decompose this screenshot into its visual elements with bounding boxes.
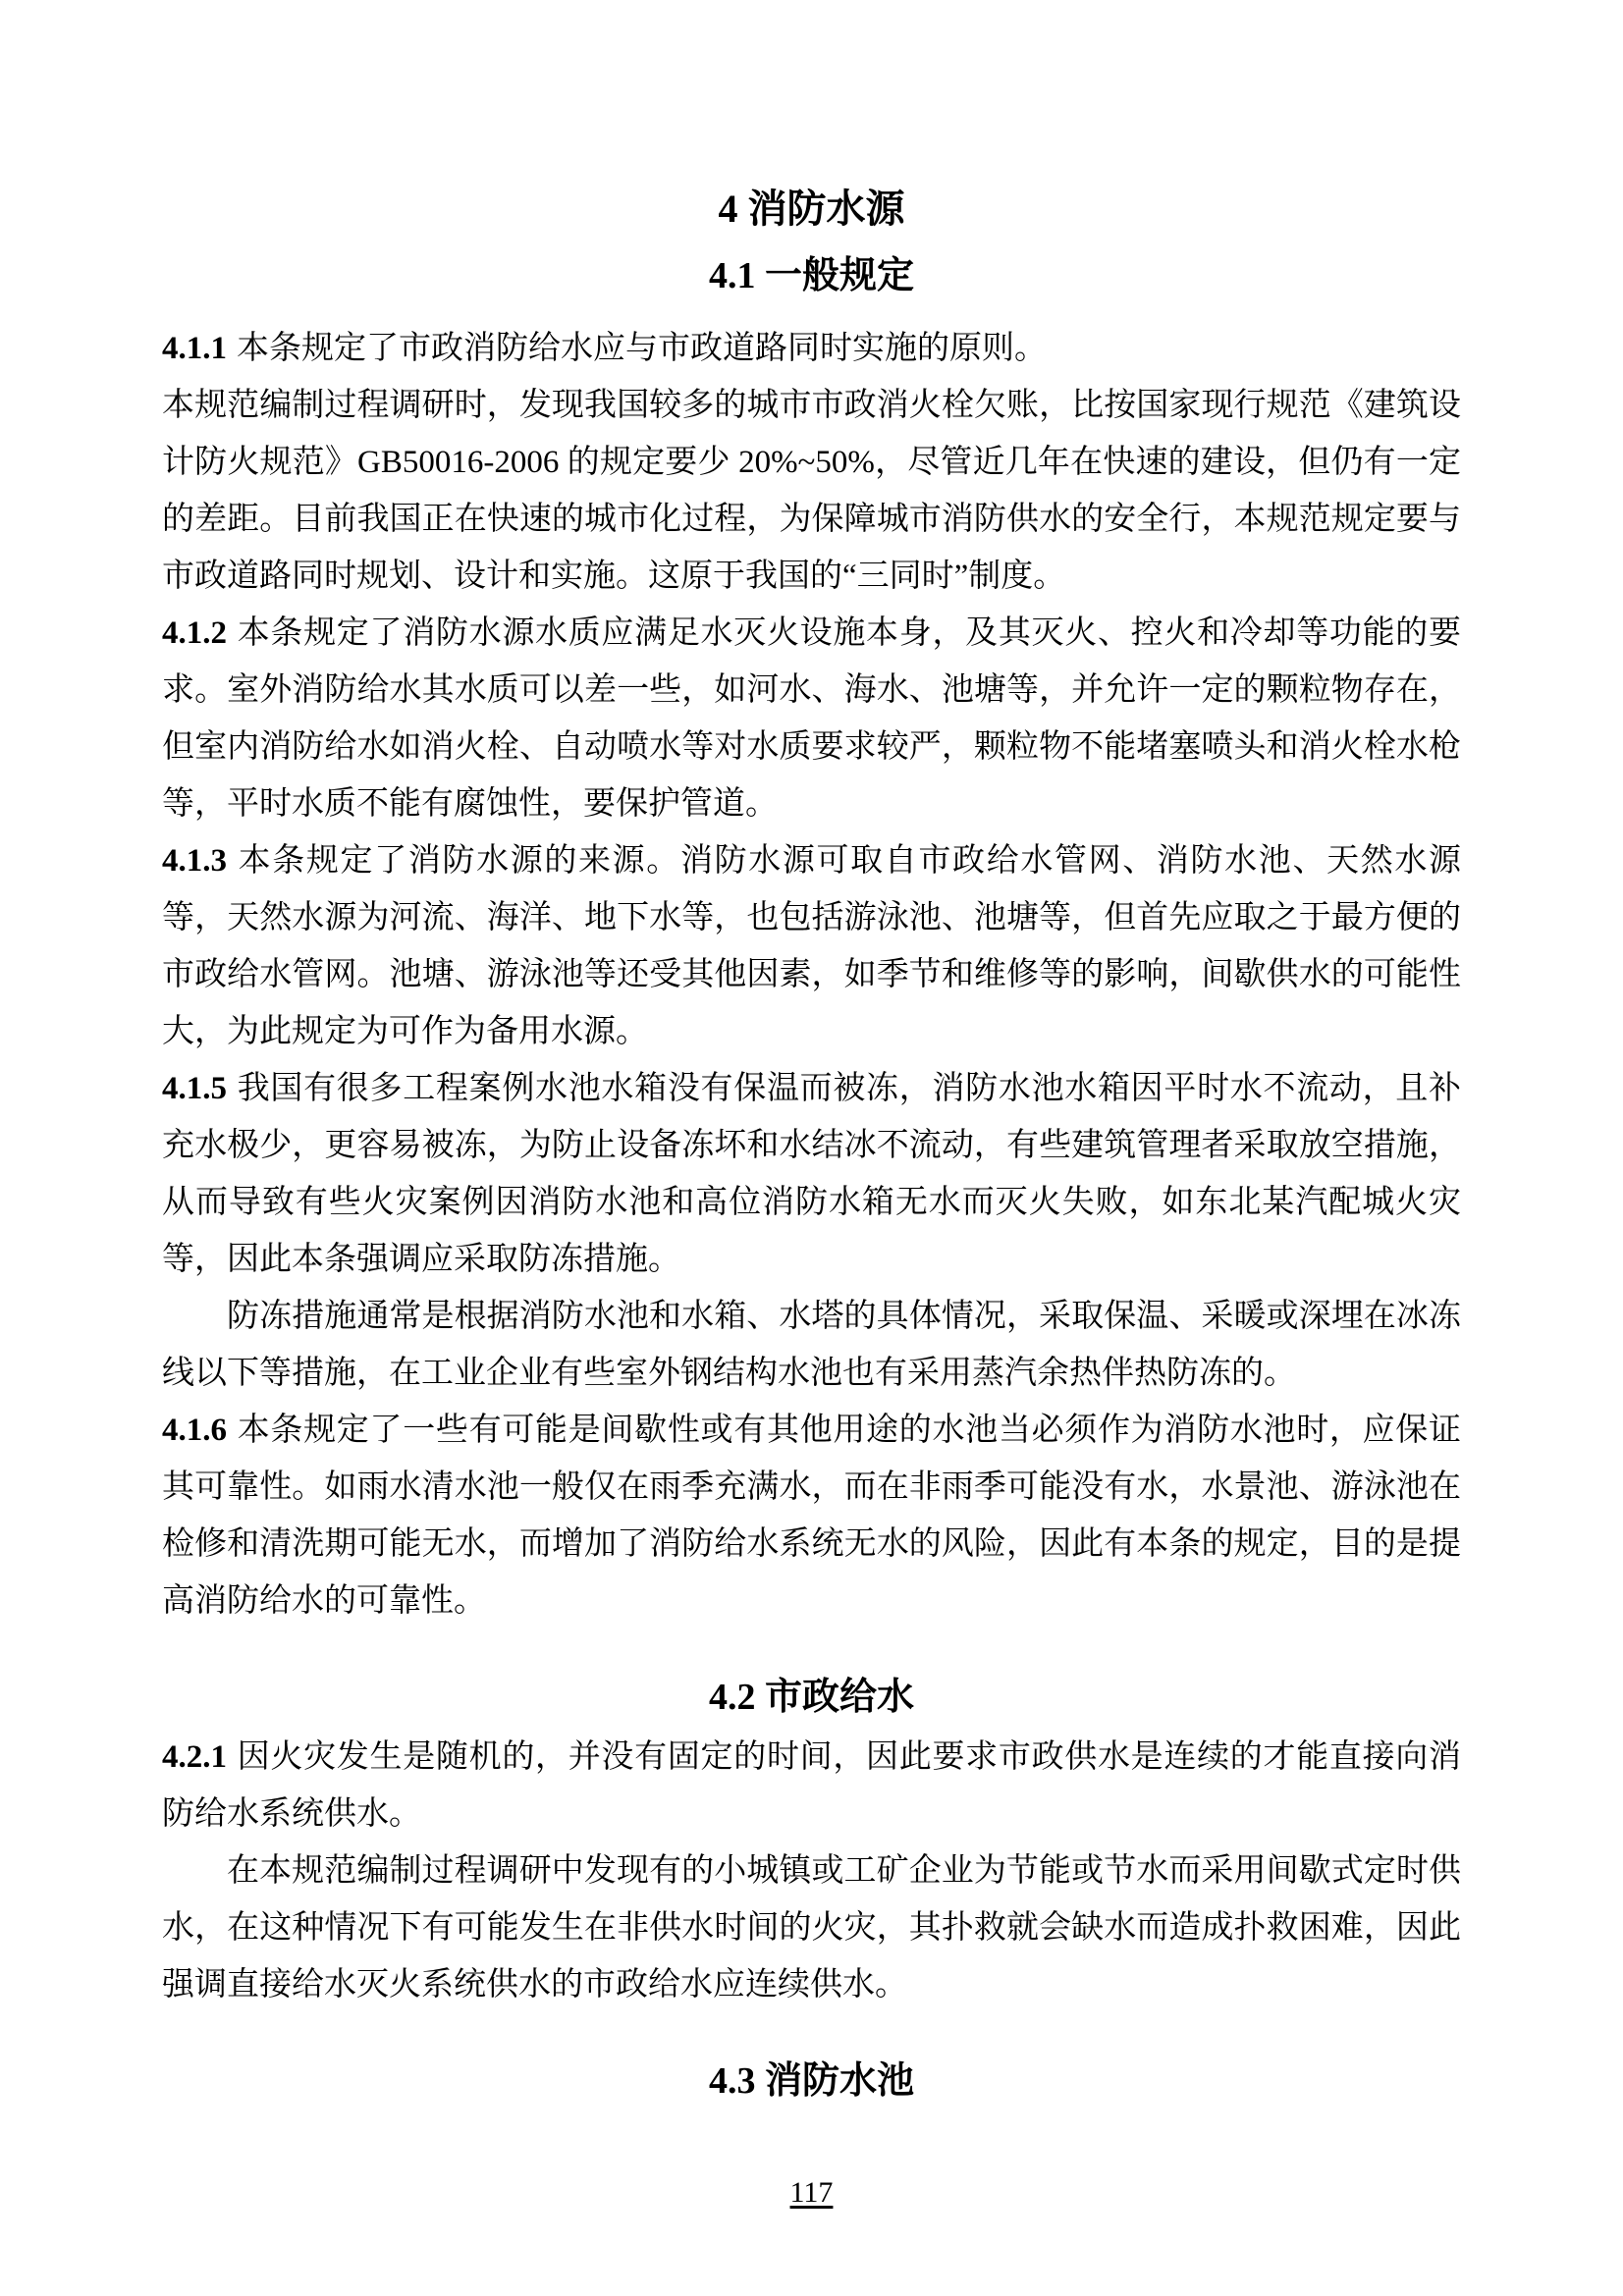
clause-4-1-1-continuation [162, 377, 1461, 605]
section-title-4-3: 4.3 消防水池 [708, 2060, 914, 2102]
clause-4-1-2 [162, 605, 1461, 832]
clause-text: 防冻措施通常是根据消防水池和水箱、水塔的具体情况，采取保温、采暖或深埋在冰冻线以下等措施，在工业企业有些室外钢结构水池也有采用蒸汽余热伴热防冻的。 [162, 1298, 1461, 1391]
clause-4-1-6 [162, 1402, 1461, 1629]
clause-text: 本条规定了消防水源水质应满足水灭火设施本身，及其灭火、控火和冷却等功能的要求。室外消防给水其水质可以差一些，如河水、海水、池塘等，并允许一定的颗粒物存在，但室内消防给水如消火栓、自动喷水等对水质要求较严，颗粒物不能堵塞喷头和消火栓水枪等，平时水质不能有腐蚀性，要保护管道。 [162, 614, 1461, 822]
clause-text: 本条规定了市政消防给水应与市政道路同时实施的原则。 [237, 330, 1047, 366]
section-title-4-2: 4.2 市政给水 [708, 1676, 914, 1718]
clause-4-1-1 [162, 320, 1461, 377]
clause-number: 4.1.2 [162, 614, 227, 651]
clause-4-2-1-continuation [162, 1842, 1461, 2013]
section-title-4-1: 4.1 一般规定 [708, 255, 914, 296]
clause-text: 因火灾发生是随机的，并没有固定的时间，因此要求市政供水是连续的才能直接向消防给水系统供水。 [162, 1739, 1461, 1832]
clause-number: 4.2.1 [162, 1739, 227, 1775]
clause-number: 4.1.6 [162, 1412, 227, 1448]
clause-text: 本规范编制过程调研时，发现我国较多的城市市政消火栓欠账，比按国家现行规范《建筑设计防火规范》GB50016-2006 的规定要少 20%~50%，尽管近几年在快速的建设，但仍有一定的差距。目前我国正在快速的城市化过程，为保障城市消防供水的安全行，本规范规定要与市政道路同时规划、设计和实施。这原于我国的“三同时”制度。 [162, 387, 1461, 594]
chapter-title: 4 消防水源 [718, 187, 905, 231]
clause-4-2-1 [162, 1729, 1461, 1842]
clause-number: 4.1.1 [162, 330, 227, 366]
clause-text: 本条规定了一些有可能是间歇性或有其他用途的水池当必须作为消防水池时，应保证其可靠性。如雨水清水池一般仅在雨季充满水，而在非雨季可能没有水，水景池、游泳池在检修和清洗期可能无水，而增加了消防给水系统无水的风险，因此有本条的规定，目的是提高消防给水的可靠性。 [162, 1412, 1461, 1619]
clause-4-1-5 [162, 1060, 1461, 1288]
page-number: 117 [789, 2176, 834, 2209]
clause-text: 本条规定了消防水源的来源。消防水源可取自市政给水管网、消防水池、天然水源等，天然水源为河流、海洋、地下水等，也包括游泳池、池塘等，但首先应取之于最方便的市政给水管网。池塘、游泳池等还受其他因素，如季节和维修等的影响，间歇供水的可能性大，为此规定为可作为备用水源。 [162, 842, 1461, 1049]
clause-text: 在本规范编制过程调研中发现有的小城镇或工矿企业为节能或节水而采用间歇式定时供水，在这种情况下有可能发生在非供水时间的火灾，其扑救就会缺水而造成扑救困难，因此强调直接给水灭火系统供水的市政给水应连续供水。 [162, 1853, 1461, 2002]
clause-4-1-5-continuation [162, 1288, 1461, 1402]
clause-4-1-3 [162, 832, 1461, 1060]
clause-text: 我国有很多工程案例水池水箱没有保温而被冻，消防水池水箱因平时水不流动，且补充水极少，更容易被冻，为防止设备冻坏和水结冰不流动，有些建筑管理者采取放空措施，从而导致有些火灾案例因消防水池和高位消防水箱无水而灭火失败，如东北某汽配城火灾等，因此本条强调应采取防冻措施。 [162, 1070, 1461, 1277]
clause-number: 4.1.3 [162, 842, 227, 879]
page-footer [0, 2176, 1623, 2210]
clause-number: 4.1.5 [162, 1070, 227, 1106]
